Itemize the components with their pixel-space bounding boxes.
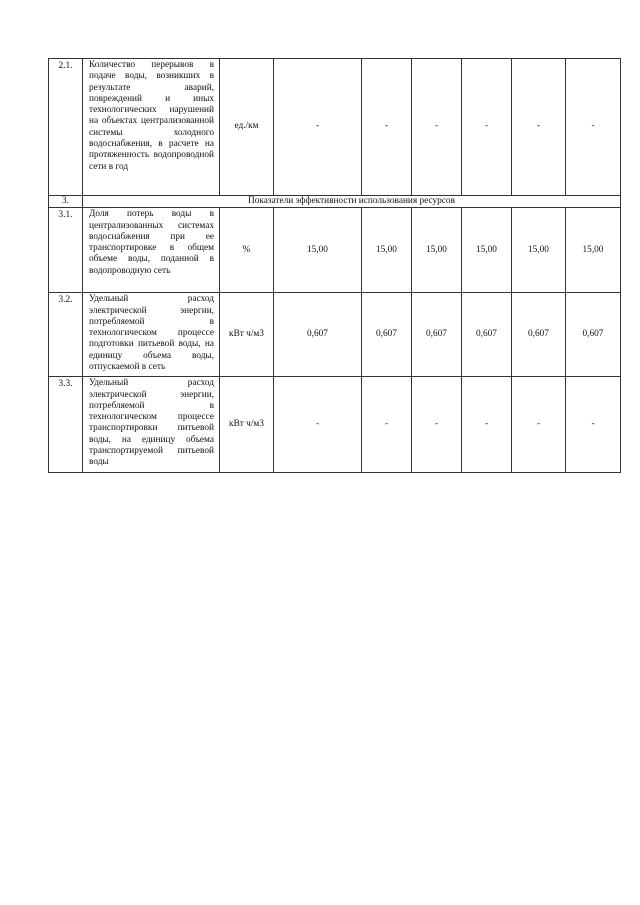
- indicators-table: [48, 58, 621, 473]
- value-cell: 15,00: [462, 208, 512, 293]
- value-cell: -: [462, 377, 512, 473]
- unit-cell: ед./км: [220, 59, 274, 196]
- indicator-name: Количество перерывов в подаче воды, возникших в результате аварий, повреждений и иных технологических нарушений на объектах централизованной системы холодного водоснабжения, в расчете на протяженность водопроводной сети в год: [83, 59, 220, 196]
- value-cell: -: [362, 377, 412, 473]
- value-cell: -: [412, 377, 462, 473]
- table-row: [49, 377, 621, 473]
- indicator-name: Доля потерь воды в централизованных системах водоснабжения при ее транспортировке в общем объеме воды, поданной в водопроводную сеть: [83, 208, 220, 293]
- indicator-name: Удельный расход электрической энергии, потребляемой в технологическом процессе подготовки питьевой воды, на единицу объема воды, отпускаемой в сеть: [83, 293, 220, 377]
- value-cell: -: [274, 377, 362, 473]
- value-cell: 15,00: [274, 208, 362, 293]
- unit-cell: %: [220, 208, 274, 293]
- value-cell: -: [566, 59, 621, 196]
- section-number: 3.: [49, 196, 83, 208]
- value-cell: -: [362, 59, 412, 196]
- value-cell: -: [512, 59, 566, 196]
- value-cell: 15,00: [412, 208, 462, 293]
- value-cell: 15,00: [512, 208, 566, 293]
- value-cell: 0,607: [566, 293, 621, 377]
- table-row: [49, 208, 621, 293]
- value-cell: -: [462, 59, 512, 196]
- row-number: 3.2.: [49, 293, 83, 377]
- unit-cell: кВт ч/м3: [220, 377, 274, 473]
- value-cell: -: [412, 59, 462, 196]
- value-cell: -: [512, 377, 566, 473]
- unit-cell: кВт ч/м3: [220, 293, 274, 377]
- row-number: 3.3.: [49, 377, 83, 473]
- value-cell: 15,00: [566, 208, 621, 293]
- row-number: 2.1.: [49, 59, 83, 196]
- value-cell: 15,00: [362, 208, 412, 293]
- value-cell: 0,607: [412, 293, 462, 377]
- value-cell: 0,607: [274, 293, 362, 377]
- table-row: [49, 59, 621, 196]
- value-cell: -: [566, 377, 621, 473]
- table-row: [49, 293, 621, 377]
- row-number: 3.1.: [49, 208, 83, 293]
- section-row: [49, 196, 621, 208]
- section-title: Показатели эффективности использования ресурсов: [83, 196, 621, 208]
- value-cell: 0,607: [512, 293, 566, 377]
- value-cell: -: [274, 59, 362, 196]
- indicator-name: Удельный расход электрической энергии, потребляемой в технологическом процессе транспортировки питьевой воды, на единицу объема транспортируемой питьевой воды: [83, 377, 220, 473]
- value-cell: 0,607: [462, 293, 512, 377]
- value-cell: 0,607: [362, 293, 412, 377]
